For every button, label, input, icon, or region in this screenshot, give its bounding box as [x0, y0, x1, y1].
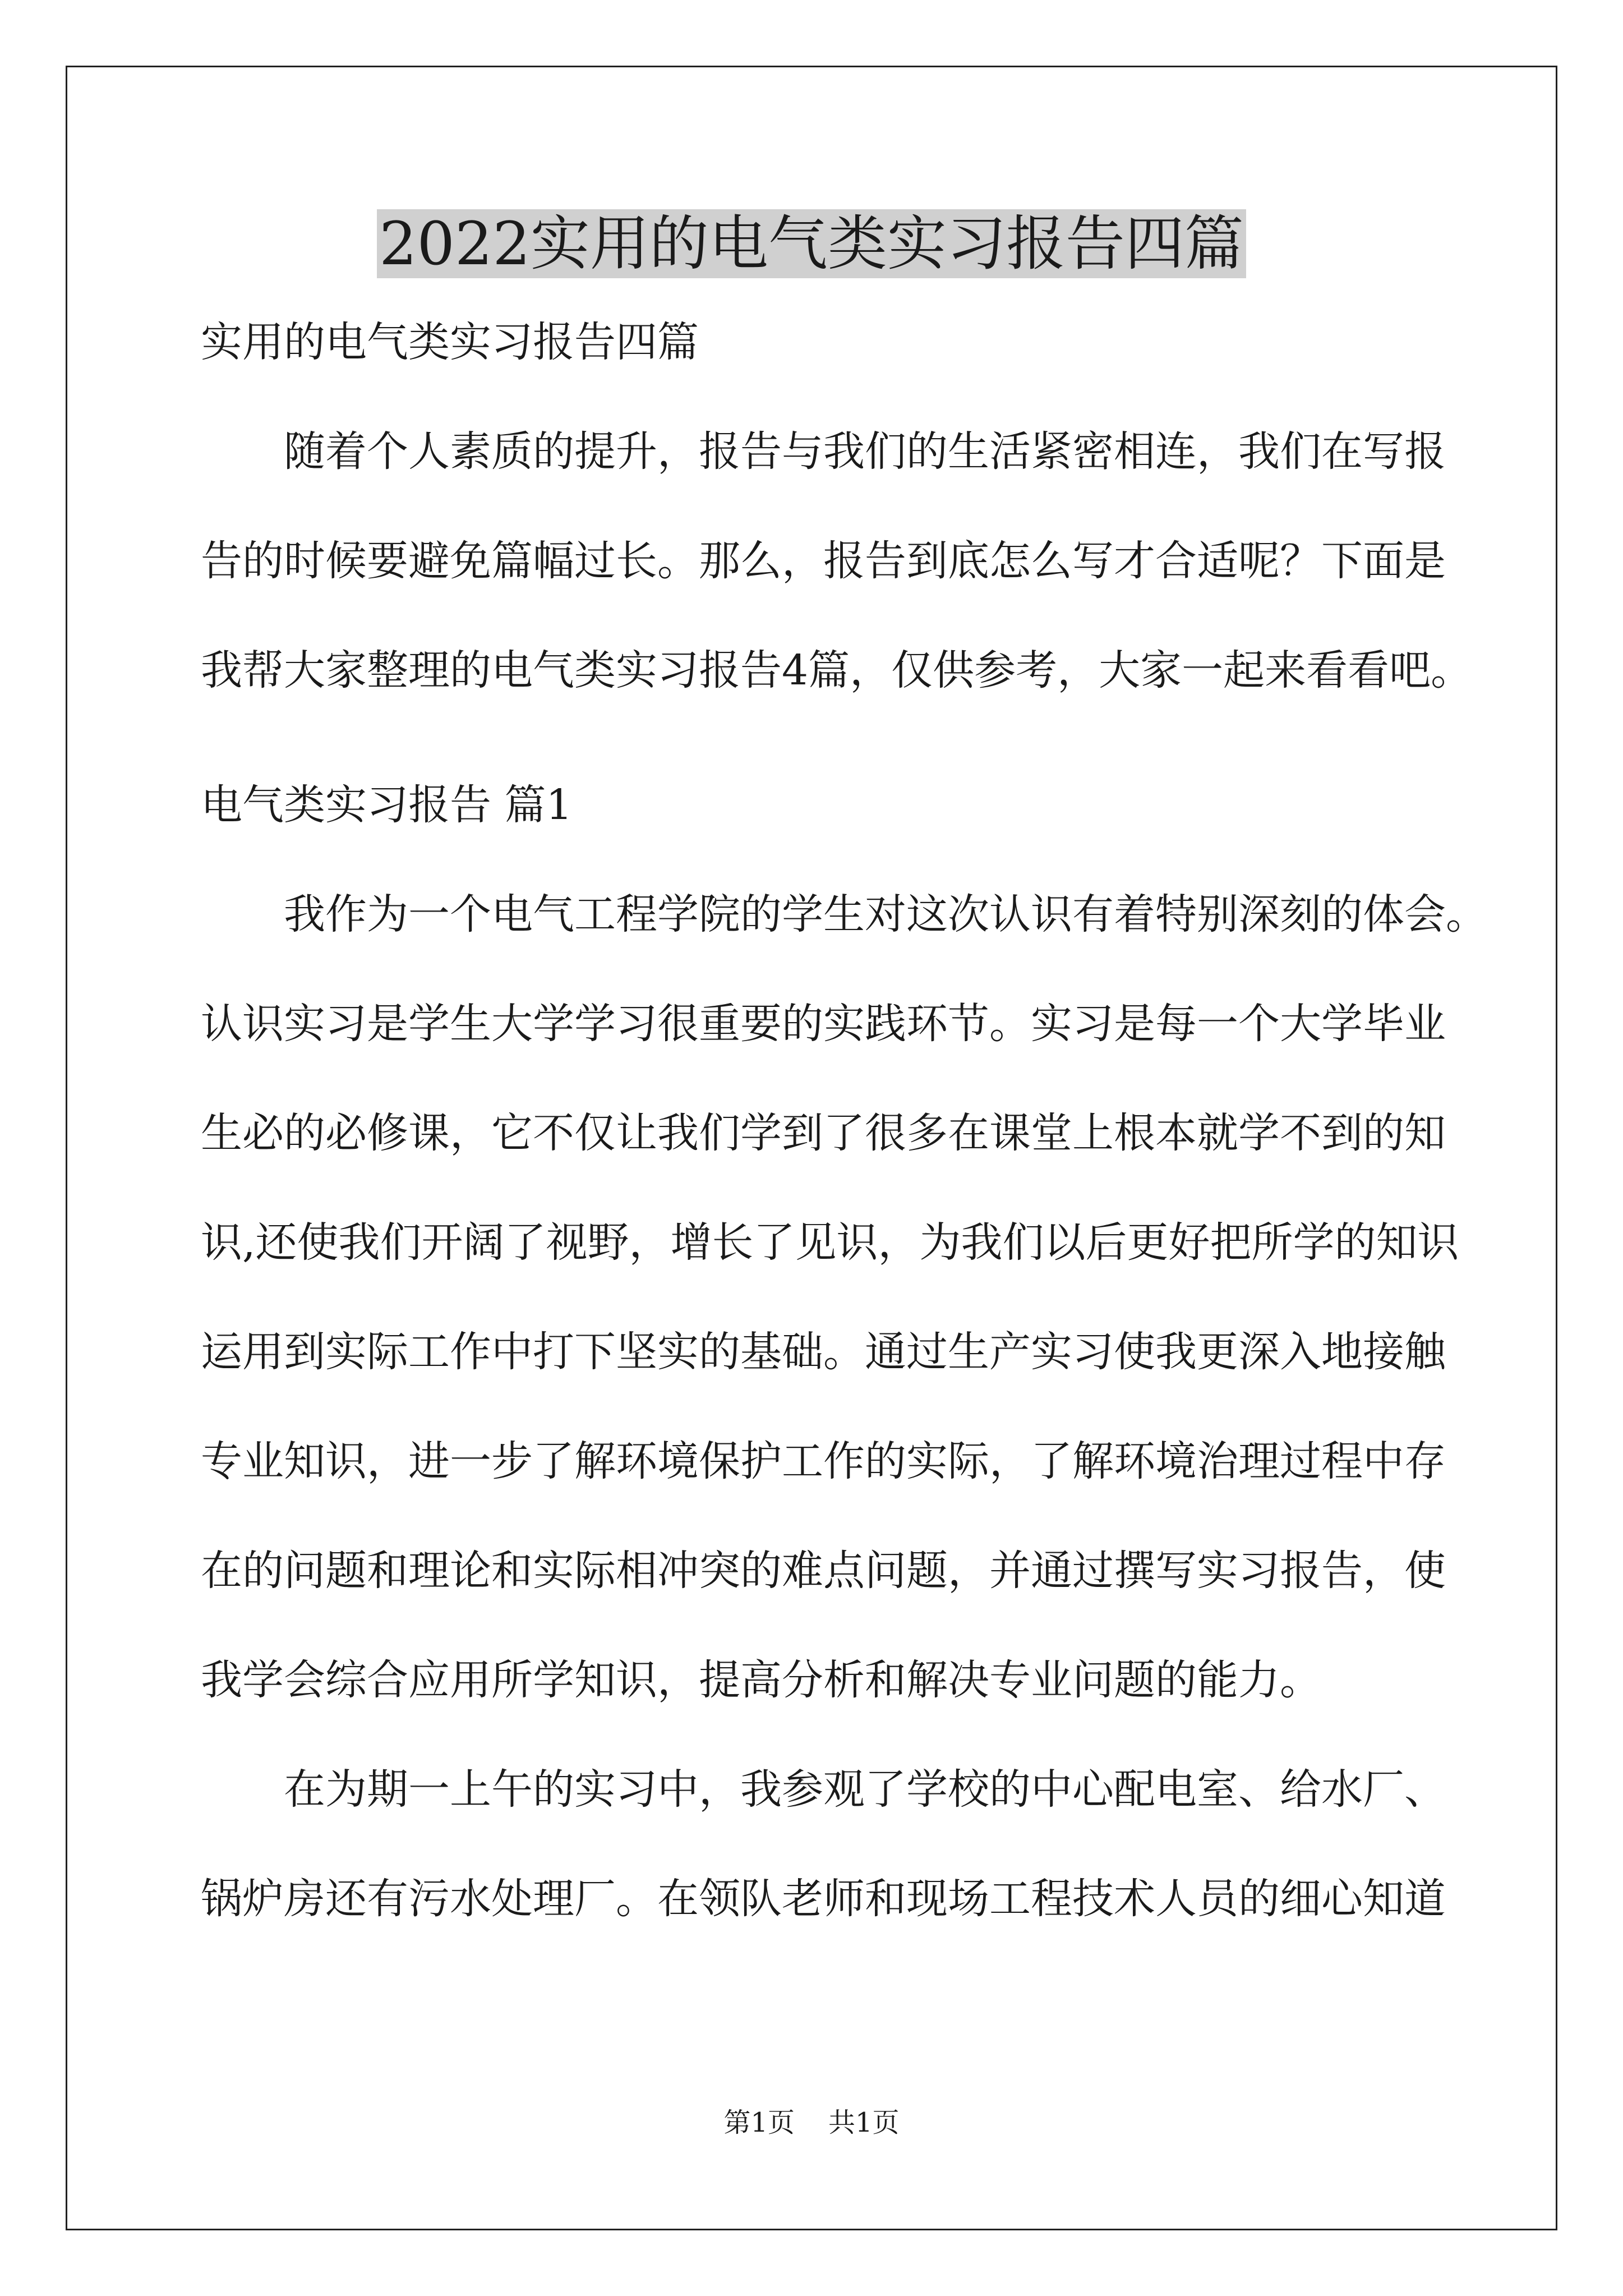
section-heading: 电气类实习报告 篇1 [201, 781, 573, 829]
page-total: 共1页 [828, 2107, 900, 2138]
document-subtitle: 实用的电气类实习报告四篇 [201, 318, 699, 366]
intro-line: 随着个人素质的提升，报告与我们的生活紧密相连，我们在写报 [284, 427, 1446, 476]
paragraph-line: 专业知识，进一步了解环境保护工作的实际，了解环境治理过程中存 [201, 1437, 1446, 1485]
paragraph-line: 运用到实际工作中打下坚实的基础。通过生产实习使我更深入地接触 [201, 1328, 1446, 1376]
paragraph-2 [201, 1761, 1446, 1927]
document-body [201, 314, 1487, 1980]
paragraph-line: 我作为一个电气工程学院的学生对这次认识有着特别深刻的体会。 [284, 890, 1487, 938]
page-footer [0, 2106, 1623, 2139]
paragraph-line: 我学会综合应用所学知识，提高分析和解决专业问题的能力。 [201, 1656, 1321, 1704]
document-title-text: 2022实用的电气类实习报告四篇 [377, 209, 1246, 278]
paragraph-line: 识,还使我们开阔了视野，增长了见识，为我们以后更好把所学的知识 [201, 1218, 1459, 1267]
page-number: 第1页 [723, 2107, 795, 2138]
intro-line: 告的时候要避免篇幅过长。那么，报告到底怎么写才合适呢？下面是 [201, 537, 1446, 585]
intro-paragraph [201, 424, 1473, 698]
paragraph-line: 认识实习是学生大学学习很重要的实践环节。实习是每一个大学毕业 [201, 1000, 1446, 1048]
paragraph-line: 在的问题和理论和实际相冲突的难点问题，并通过撰写实习报告，使 [201, 1547, 1446, 1595]
document-title [0, 208, 1623, 280]
paragraph-line: 锅炉房还有污水处理厂。在领队老师和现场工程技术人员的细心知道 [201, 1875, 1446, 1923]
paragraph-line: 在为期一上午的实习中，我参观了学校的中心配电室、给水厂、 [284, 1765, 1446, 1814]
paragraph-line: 生必的必修课，它不仅让我们学到了很多在课堂上根本就学不到的知 [201, 1109, 1446, 1157]
paragraph-1 [201, 886, 1487, 1708]
intro-line: 我帮大家整理的电气类实习报告4篇，仅供参考，大家一起来看看吧。 [201, 646, 1473, 694]
